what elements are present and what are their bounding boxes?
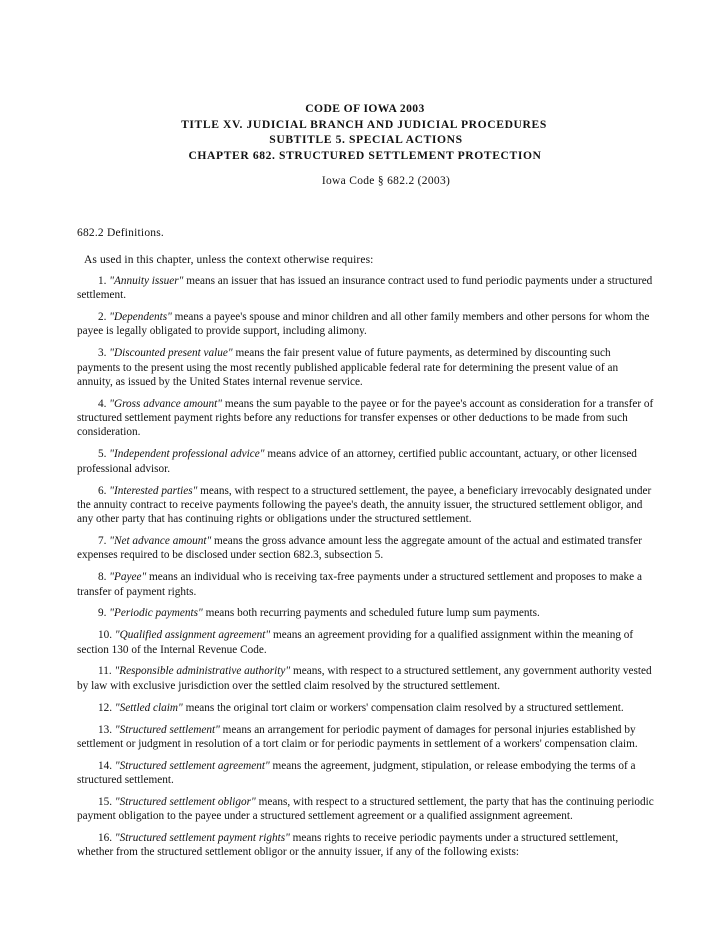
section-title: 682.2 Definitions.	[77, 227, 164, 239]
definition-term: "Independent professional advice"	[109, 448, 265, 461]
definition-term: "Structured settlement obligor"	[114, 795, 256, 808]
definition-term: "Payee"	[109, 571, 147, 584]
definition-term: "Net advance amount"	[109, 535, 212, 548]
definition-number: 16.	[98, 832, 113, 845]
definition-term: "Periodic payments"	[109, 607, 203, 620]
definition-text: means an agreement providing for a qualified assignment within the meaning of section 130 of the Internal Revenue Code.	[77, 629, 634, 656]
definition-number: 6.	[98, 484, 107, 497]
definition-number: 7.	[98, 535, 107, 548]
definition-number: 2.	[98, 311, 107, 324]
definition-text: means, with respect to a structured settlement, the party that has the continuing periodic payment obligation to the payee under a structured settlement agreement or a qualified assignment agreement.	[77, 795, 654, 823]
definition-text: means an issuer that has issued an insurance contract used to fund periodic payments under a structured settlement.	[77, 275, 653, 302]
definition-number: 11.	[98, 665, 112, 678]
definition-number: 10.	[98, 629, 113, 642]
definition-term: "Dependents"	[109, 311, 172, 324]
definition-number: 14.	[98, 759, 113, 772]
definition-text: means, with respect to a structured settlement, the payee, a beneficiary irrevocably designated under the annuity contract to receive payments following the payee's death, the annuity issuer, the structured settlement obligor, and any other party that has continuing rights or obligations under the structured settlement.	[77, 484, 652, 526]
definition-text: means the sum payable to the payee or for the payee's account as consideration for a transfer of structured settlement payment rights before any reductions for transfer expenses or other deductions to be made from such consideration.	[77, 397, 654, 439]
definition-text: means rights to receive periodic payments under a structured settlement, whether from the structured settlement obligor or the annuity issuer, if any of the following exists:	[77, 832, 619, 859]
definition-text: means the agreement, judgment, stipulation, or release embodying the terms of a structured settlement.	[77, 759, 636, 787]
definition-number: 1.	[98, 275, 107, 287]
definition-term: "Interested parties"	[109, 484, 198, 497]
definition-term: "Gross advance amount"	[109, 397, 223, 410]
definition-item	[77, 759, 655, 788]
definition-term: "Settled claim"	[114, 701, 183, 714]
header-subtitle-line: SUBTITLE 5. SPECIAL ACTIONS	[269, 133, 463, 146]
header-title-line: TITLE XV. JUDICIAL BRANCH AND JUDICIAL PROCEDURES	[181, 117, 547, 131]
definition-number: 12.	[98, 701, 113, 714]
definition-number: 8.	[98, 571, 107, 584]
definition-item	[77, 723, 655, 752]
definition-text: means the gross advance amount less the aggregate amount of the actual and estimated transfer expenses required to be disclosed under section 682.3, subsection 5.	[77, 535, 642, 562]
definition-term: "Annuity issuer"	[109, 275, 184, 287]
definition-text: means a payee's spouse and minor children and all other family members and other persons for whom the payee is legally obligated to provide support, including alimony.	[77, 311, 650, 338]
document-header	[0, 101, 728, 163]
definition-item	[77, 628, 655, 657]
definition-number: 3.	[98, 347, 107, 360]
definition-item	[77, 664, 655, 693]
definition-text: means an arrangement for periodic payment of damages for personal injuries established by settlement or judgment in resolution of a tort claim or for periodic payments in settlement of a workers' compensation claim.	[77, 723, 638, 750]
definition-number: 5.	[98, 448, 107, 461]
definition-number: 13.	[98, 723, 113, 736]
definition-item	[77, 701, 655, 715]
definition-term: "Qualified assignment agreement"	[114, 629, 271, 642]
intro-text: As used in this chapter, unless the context otherwise requires:	[84, 254, 374, 266]
definition-term: "Discounted present value"	[109, 347, 233, 360]
definition-text: means an individual who is receiving tax-free payments under a structured settlement and proposes to make a transfer of payment rights.	[77, 571, 642, 598]
definition-text: means, with respect to a structured settlement, any government authority vested by law with exclusive jurisdiction over the settled claim resolved by the structured settlement.	[77, 665, 652, 692]
definition-item	[77, 274, 655, 303]
definition-term: "Structured settlement payment rights"	[114, 832, 290, 845]
definition-item	[77, 346, 655, 389]
definition-item	[77, 447, 655, 476]
definition-number: 15.	[98, 795, 113, 808]
definition-text: means advice of an attorney, certified public accountant, actuary, or other licensed professional advisor.	[77, 448, 637, 475]
definitions-list	[77, 274, 655, 867]
definition-item	[77, 606, 655, 620]
definition-item	[77, 534, 655, 563]
header-chapter-line: CHAPTER 682. STRUCTURED SETTLEMENT PROTECTION	[188, 148, 542, 162]
header-code-title: CODE OF IOWA 2003	[305, 102, 425, 115]
definition-item	[77, 484, 655, 527]
definition-term: "Responsible administrative authority"	[114, 665, 291, 678]
definition-item	[77, 831, 655, 860]
definition-text: means both recurring payments and scheduled future lump sum payments.	[202, 607, 540, 620]
definition-item	[77, 397, 655, 440]
definition-number: 9.	[98, 607, 107, 620]
citation: Iowa Code § 682.2 (2003)	[321, 175, 451, 187]
definition-term: "Structured settlement agreement"	[114, 759, 270, 772]
definition-text: means the original tort claim or workers' compensation claim resolved by a structured settlement.	[182, 701, 624, 714]
definition-text: means the fair present value of future payments, as determined by discounting such payments to the present using the most recently published applicable federal rate for determining the present value of an annuity, as issued by the United States internal revenue service.	[77, 347, 619, 388]
definition-number: 4.	[98, 397, 107, 410]
definition-item	[77, 310, 655, 339]
definition-item	[77, 795, 655, 824]
definition-item	[77, 570, 655, 599]
definition-term: "Structured settlement"	[114, 723, 220, 736]
